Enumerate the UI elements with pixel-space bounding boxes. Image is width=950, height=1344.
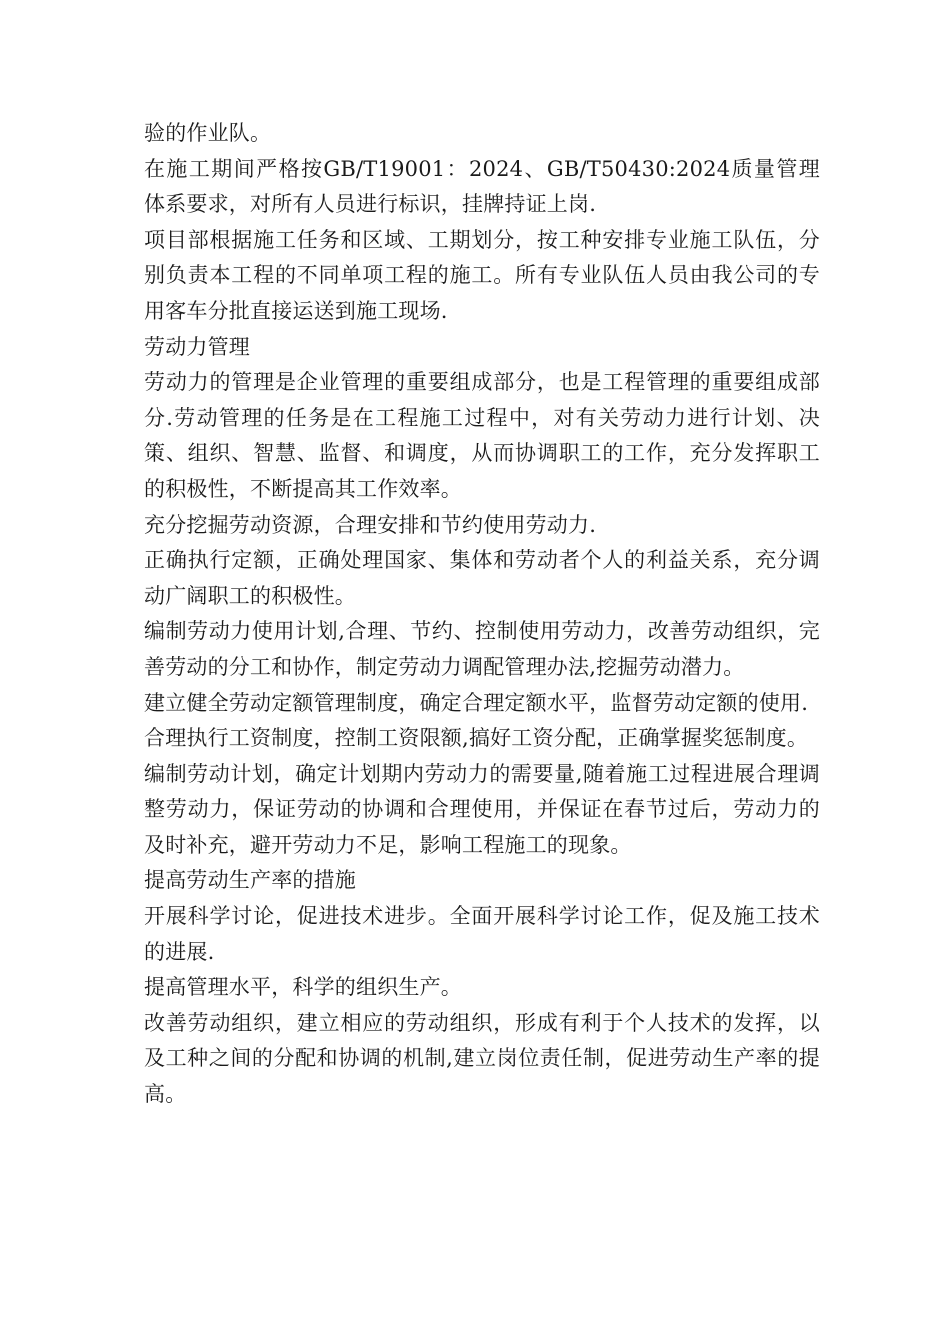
paragraph-quality-system: 在施工期间严格按GB/T19001：2024、GB/T50430:2024质量管理体系要求，对所有人员进行标识，挂牌持证上岗. (144, 156, 820, 217)
paragraph-labor-resources: 充分挖掘劳动资源，合理安排和节约使用劳动力. (144, 512, 597, 537)
heading-productivity-measures: 提高劳动生产率的措施 (144, 868, 356, 893)
paragraph-research: 开展科学讨论，促进技术进步。全面开展科学讨论工作，促及施工技术的进展. (144, 904, 820, 964)
paragraph-quota-execution: 正确执行定额，正确处理国家、集体和劳动者个人的利益关系，充分调动广阔职工的积极性。 (144, 548, 820, 608)
paragraph-quota-system: 建立健全劳动定额管理制度，确定合理定额水平，监督劳动定额的使用. (144, 690, 809, 715)
heading-labor-management: 劳动力管理 (144, 334, 250, 359)
paragraph-management-level: 提高管理水平，科学的组织生产。 (144, 975, 462, 1000)
paragraph-labor-organization: 改善劳动组织，建立相应的劳动组织，形成有利于个人技术的发挥，以及工种之间的分配和协调的机制,建立岗位责任制，促进劳动生产率的提高。 (144, 1010, 820, 1107)
paragraph-continuation: 验的作业队。 (144, 121, 272, 145)
document-body (144, 116, 820, 1113)
paragraph-team-assignment: 项目部根据施工任务和区域、工期划分，按工种安排专业施工队伍，分别负责本工程的不同单项工程的施工。所有专业队伍人员由我公司的专用客车分批直接运送到施工现场. (144, 227, 820, 323)
paragraph-labor-demand: 编制劳动计划，确定计划期内劳动力的需要量,随着施工过程进展合理调整劳动力，保证劳动的协调和合理使用，并保证在春节过后，劳动力的及时补充，避开劳动力不足，影响工程施工的现象。 (144, 761, 820, 857)
paragraph-labor-plan: 编制劳动力使用计划,合理、节约、控制使用劳动力，改善劳动组织，完善劳动的分工和协作，制定劳动力调配管理办法,挖掘劳动潜力。 (144, 619, 820, 679)
paragraph-wage-system: 合理执行工资制度，控制工资限额,搞好工资分配，正确掌握奖惩制度。 (144, 726, 809, 751)
paragraph-labor-management-intro: 劳动力的管理是企业管理的重要组成部分，也是工程管理的重要组成部分.劳动管理的任务是在工程施工过程中，对有关劳动力进行计划、决策、组织、智慧、监督、和调度，从而协调职工的工作，充分发挥职工的积极性，不断提高其工作效率。 (144, 370, 820, 501)
